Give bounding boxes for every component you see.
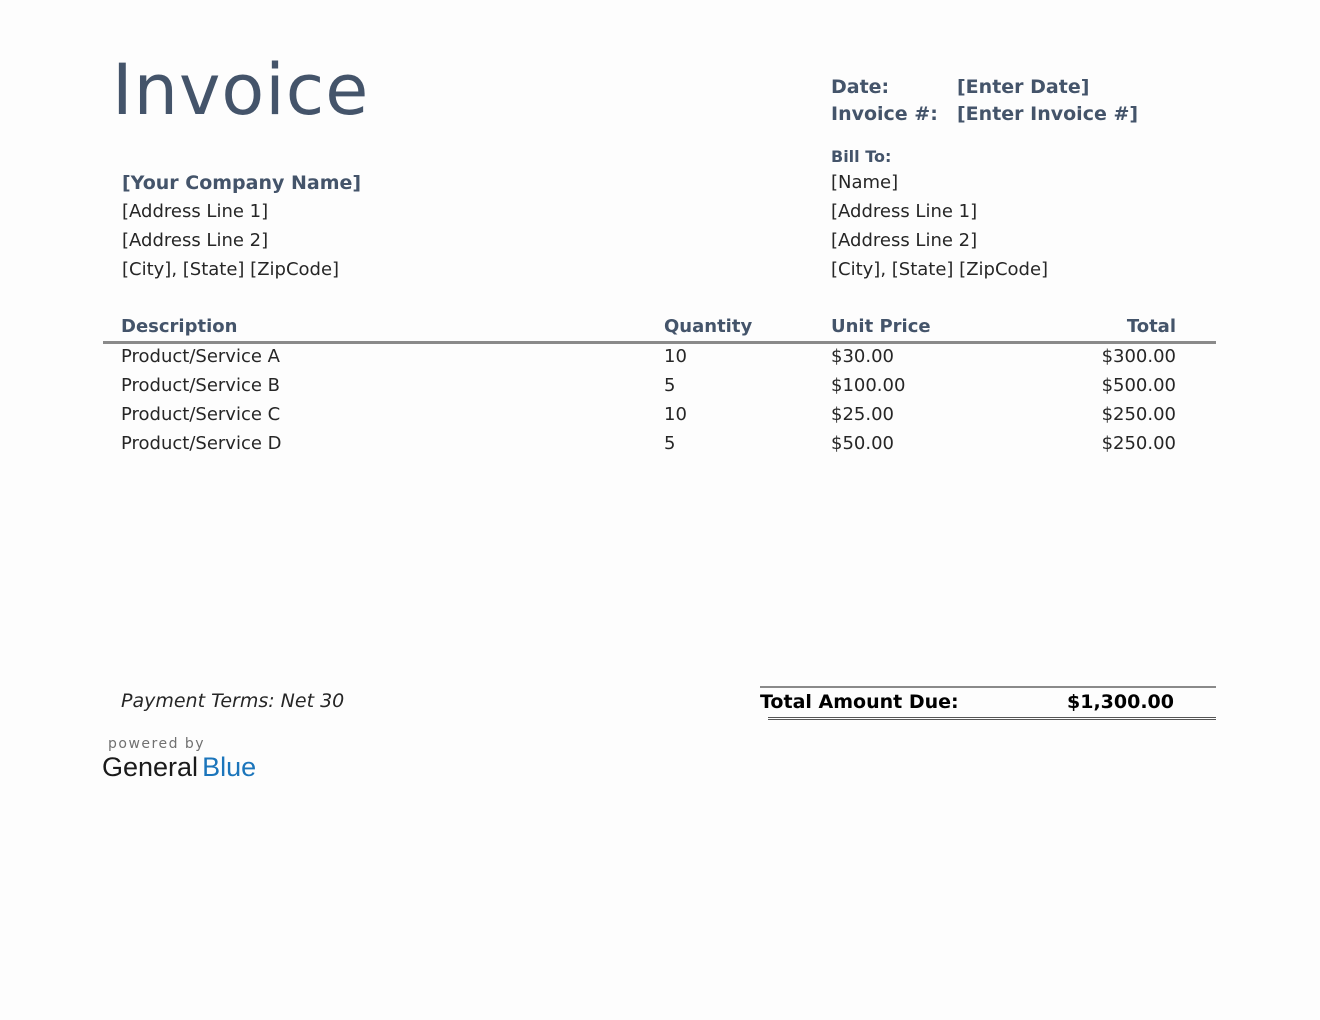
item-total: $300.00 — [1101, 346, 1176, 367]
table-row — [103, 431, 1216, 460]
bill-to — [831, 146, 1048, 286]
bill-to-city-state-zip[interactable]: [City], [State] [ZipCode] — [831, 259, 1049, 280]
item-description[interactable]: Product/Service B — [121, 375, 281, 396]
column-header-description: Description — [121, 316, 238, 337]
column-header-quantity: Quantity — [664, 316, 753, 337]
item-total: $250.00 — [1101, 404, 1176, 425]
total-amount-due — [760, 686, 1216, 714]
company-address-line-1[interactable]: [Address Line 1] — [122, 201, 269, 222]
item-quantity[interactable]: 10 — [664, 404, 687, 425]
item-description[interactable]: Product/Service A — [121, 346, 280, 367]
generalblue-logo[interactable] — [102, 752, 256, 783]
date-label: Date: — [831, 76, 890, 98]
company-city-state-zip[interactable]: [City], [State] [ZipCode] — [122, 259, 340, 280]
payment-terms[interactable]: Payment Terms: Net 30 — [121, 690, 345, 712]
bill-to-address-line-2[interactable]: [Address Line 2] — [831, 230, 978, 251]
total-value: $1,300.00 — [1067, 691, 1174, 713]
invoice-number-label: Invoice #: — [831, 103, 938, 125]
items-table-body — [103, 344, 1216, 460]
item-total: $250.00 — [1101, 433, 1176, 454]
column-header-unit-price: Unit Price — [831, 316, 931, 337]
item-unit-price[interactable]: $30.00 — [831, 346, 894, 367]
bill-to-label: Bill To: — [831, 147, 892, 166]
item-quantity[interactable]: 5 — [664, 375, 676, 396]
item-unit-price[interactable]: $25.00 — [831, 404, 894, 425]
items-table-header — [103, 315, 1216, 344]
bill-to-address-line-1[interactable]: [Address Line 1] — [831, 201, 978, 222]
brand-blue: Blue — [202, 752, 257, 782]
table-row — [103, 373, 1216, 402]
brand-general: General — [102, 752, 199, 782]
table-row — [103, 344, 1216, 373]
item-unit-price[interactable]: $50.00 — [831, 433, 894, 454]
item-description[interactable]: Product/Service D — [121, 433, 282, 454]
item-quantity[interactable]: 10 — [664, 346, 687, 367]
item-quantity[interactable]: 5 — [664, 433, 676, 454]
item-total: $500.00 — [1101, 375, 1176, 396]
total-label: Total Amount Due: — [760, 691, 959, 713]
powered-by-text: powered by — [108, 736, 206, 752]
table-row — [103, 402, 1216, 431]
column-header-total: Total — [1126, 316, 1176, 337]
bill-to-name[interactable]: [Name] — [831, 172, 899, 193]
item-unit-price[interactable]: $100.00 — [831, 375, 906, 396]
item-description[interactable]: Product/Service C — [121, 404, 281, 425]
invoice-number-value[interactable]: [Enter Invoice #] — [957, 103, 1139, 125]
date-value[interactable]: [Enter Date] — [957, 76, 1090, 98]
company-info — [122, 170, 361, 286]
company-address-line-2[interactable]: [Address Line 2] — [122, 230, 269, 251]
company-name[interactable]: [Your Company Name] — [122, 172, 362, 194]
invoice-title: Invoice — [112, 49, 370, 131]
